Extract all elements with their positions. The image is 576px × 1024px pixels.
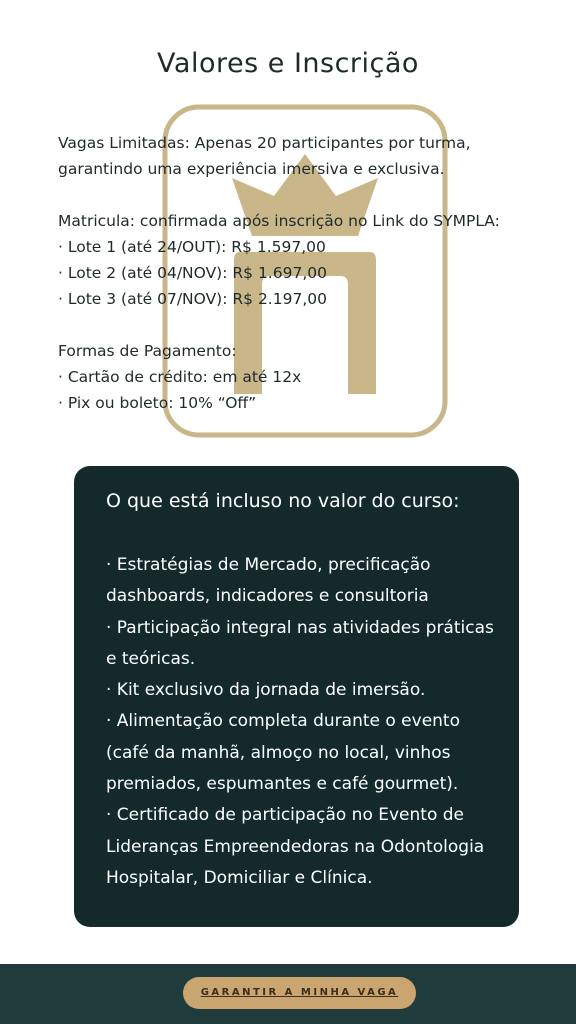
enrollment-text: Matricula: confirmada após inscrição no Link do SYMPLA: (58, 212, 500, 230)
payment-option-card: · Cartão de crédito: em até 12x (58, 368, 302, 386)
included-item: · Participação integral nas atividades práticas e teóricas. (106, 617, 494, 669)
payment-heading: Formas de Pagamento: (58, 342, 237, 360)
included-item: · Alimentação completa durante o evento (café da manhã, almoço no local, vinhos premiados, espumantes e café gourmet). (106, 711, 460, 795)
registration-info (58, 130, 548, 416)
limited-spots-text: Vagas Limitadas: Apenas 20 participantes por turma, garantindo uma experiência imersiva e exclusiva. (58, 134, 471, 178)
lot-1-price: · Lote 1 (até 24/OUT): R$ 1.597,00 (58, 238, 326, 256)
included-item: · Kit exclusivo da jornada de imersão. (106, 680, 426, 701)
included-item: · Certificado de participação no Evento de Lideranças Empreendedoras na Odontologia Hospitalar, Domiciliar e Clínica. (106, 805, 485, 888)
included-card (74, 466, 519, 927)
guarantee-spot-button[interactable]: GARANTIR A MINHA VAGA (183, 977, 416, 1009)
lot-3-price: · Lote 3 (até 07/NOV): R$ 2.197,00 (58, 290, 327, 308)
page-title: Valores e Inscrição (157, 48, 419, 79)
included-item: · Estratégias de Mercado, precificação dashboards, indicadores e consultoria (106, 555, 431, 607)
lot-2-price: · Lote 2 (até 04/NOV): R$ 1.697,00 (58, 264, 327, 282)
payment-option-pix: · Pix ou boleto: 10% “Off” (58, 394, 257, 412)
included-title: O que está incluso no valor do curso: (106, 490, 460, 512)
